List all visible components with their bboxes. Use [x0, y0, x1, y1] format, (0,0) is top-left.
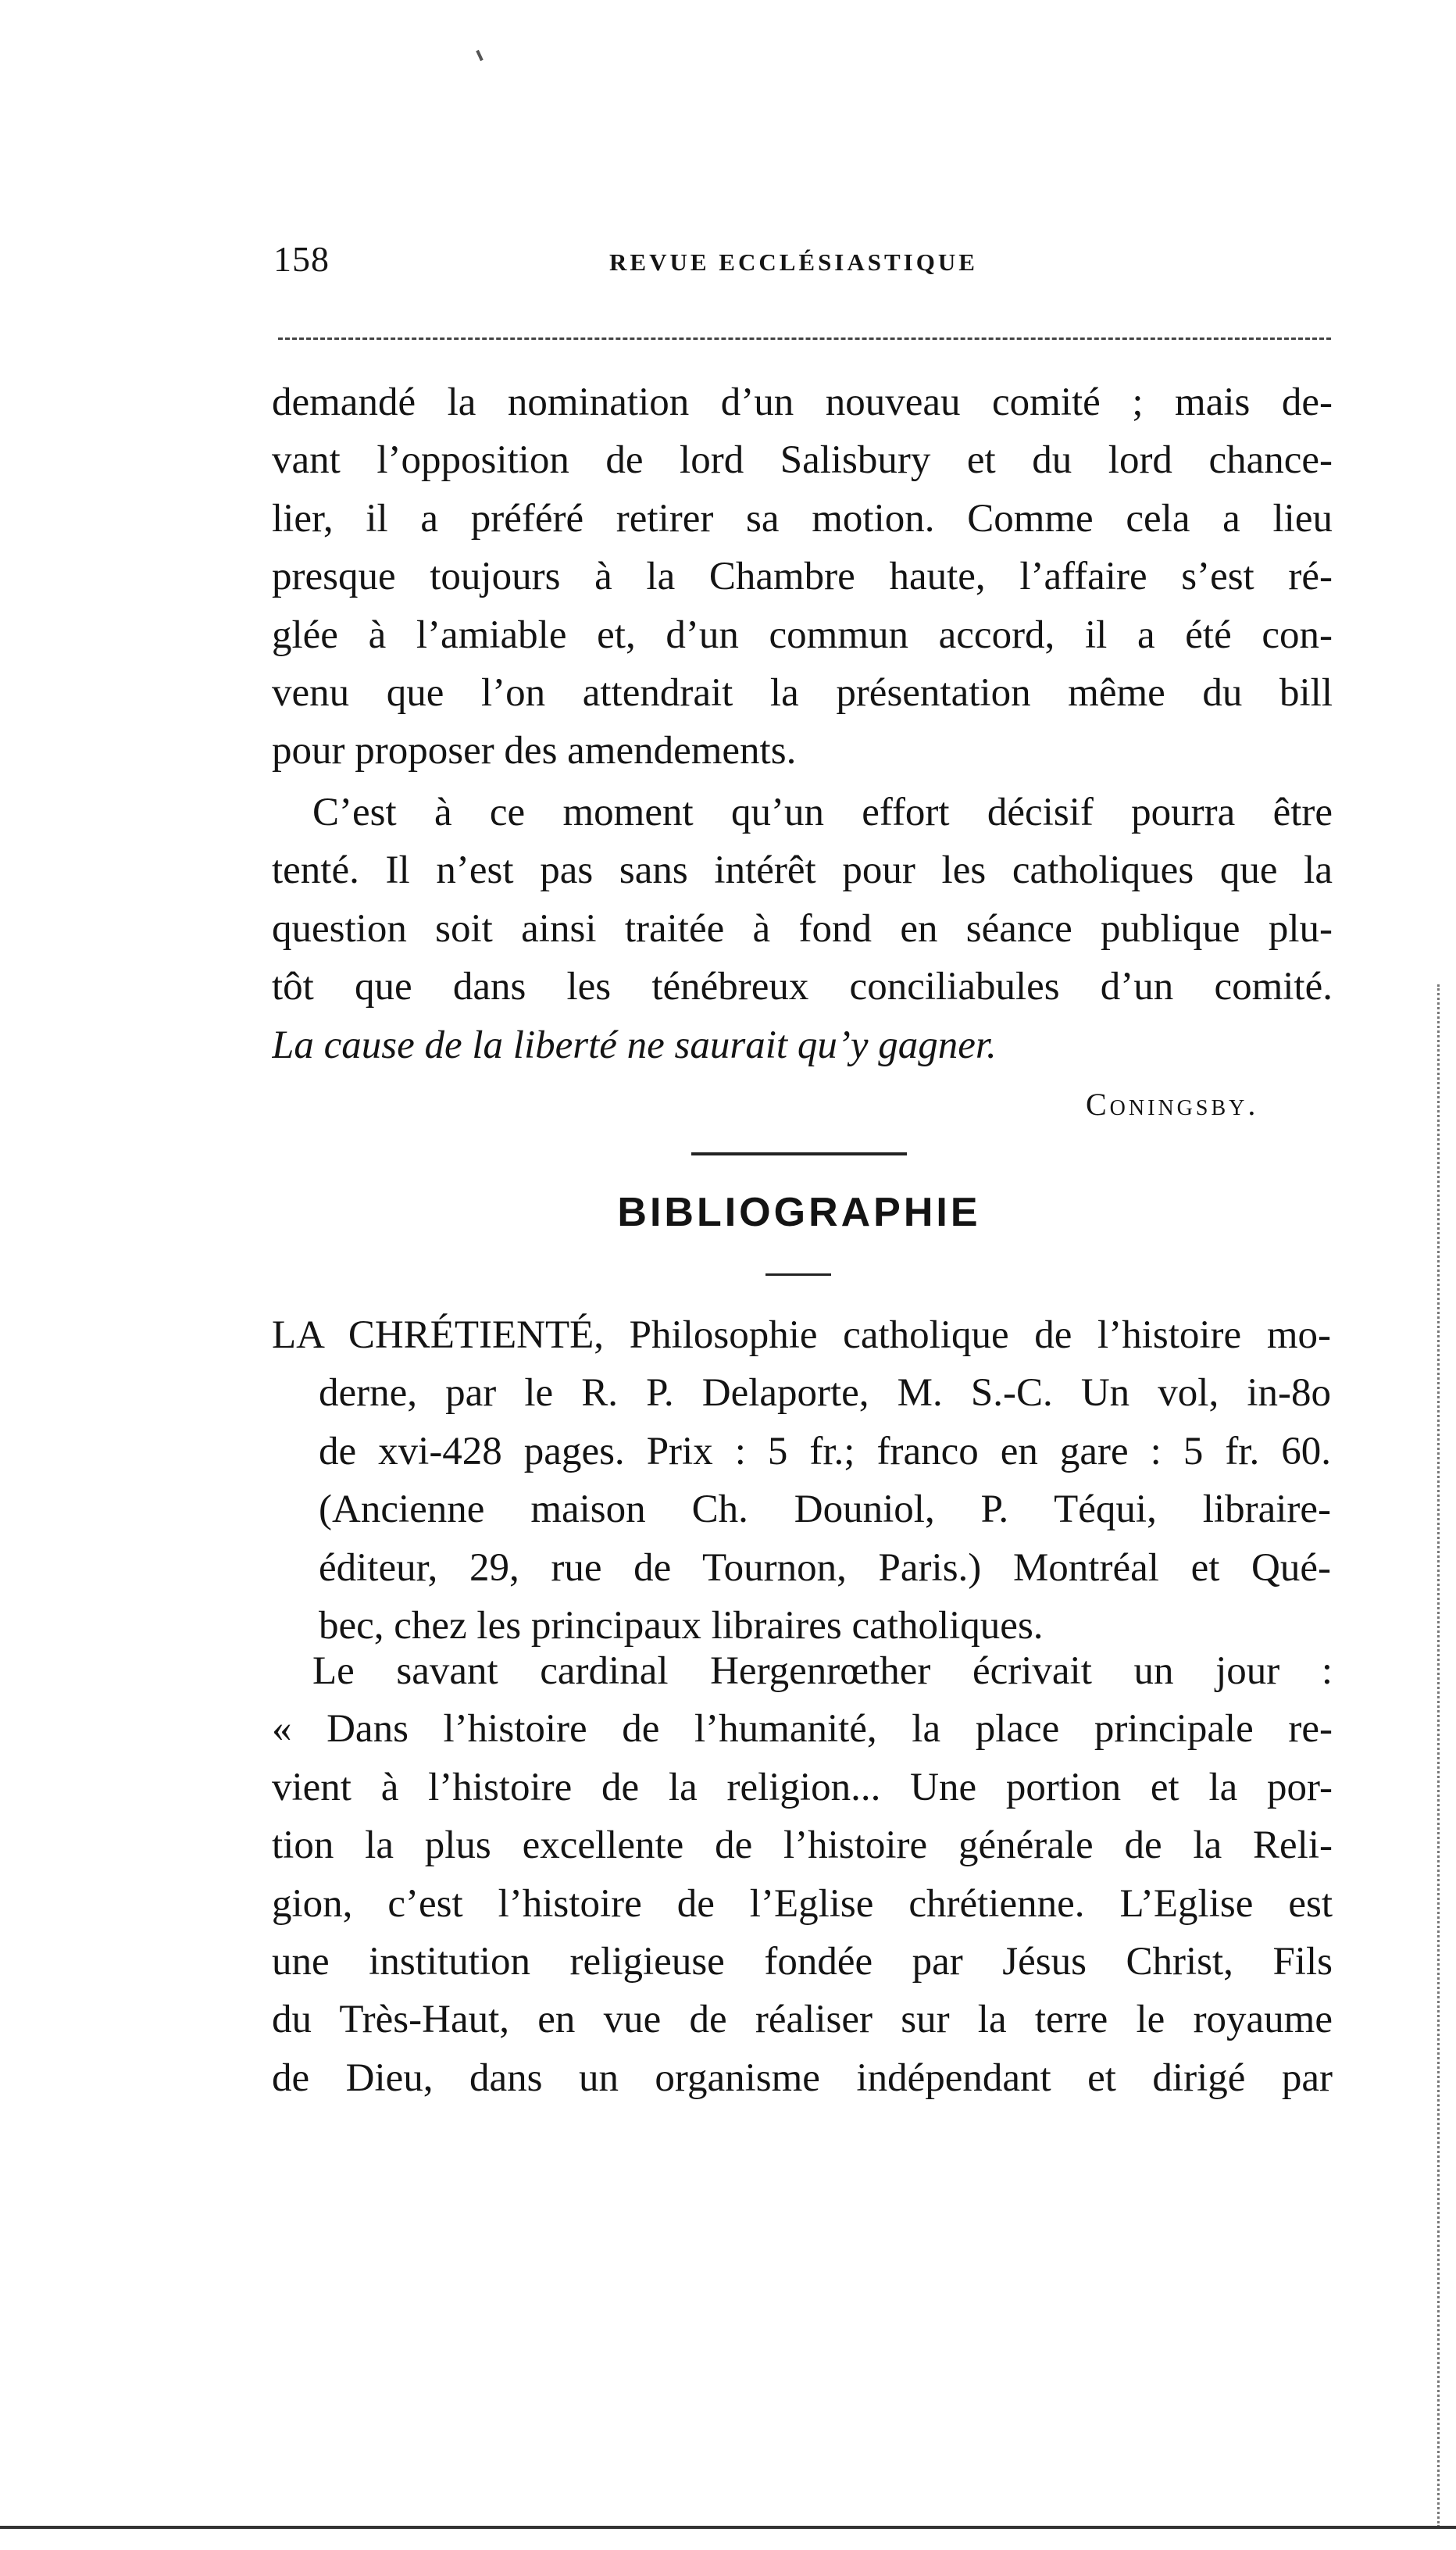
article-paragraph-1 — [272, 373, 1333, 780]
text-line: derne, par le R. P. Delaporte, M. S.-C. Un vol, in-8o — [319, 1371, 1331, 1416]
text-line: demandé la nomination d’un nouveau comité ; mais de- — [272, 380, 1333, 424]
title-underline — [765, 1273, 831, 1276]
section-divider — [691, 1152, 907, 1155]
text-line: lier, il a préféré retirer sa motion. Comme cela a lieu — [272, 496, 1333, 541]
text-line: de xvi-428 pages. Prix : 5 fr.; franco en gare : 5 fr. 60. — [319, 1429, 1331, 1473]
article-paragraph-2 — [272, 784, 1333, 1074]
text-line: LA CHRÉTIENTÉ, Philosophie catholique de l’histoire mo- — [272, 1313, 1331, 1357]
text-line: bec, chez les principaux libraires catholiques. — [319, 1603, 1044, 1648]
text-line: glée à l’amiable et, d’un commun accord, il a été con- — [272, 612, 1333, 657]
text-line: vant l’opposition de lord Salisbury et du lord chance- — [272, 438, 1333, 483]
text-line: éditeur, 29, rue de Tournon, Paris.) Montréal et Qué- — [319, 1545, 1331, 1590]
text-line: question soit ainsi traitée à fond en séance publique plu- — [272, 906, 1333, 951]
text-line: vient à l’histoire de la religion... Une portion et la por- — [272, 1765, 1333, 1809]
text-line: Le savant cardinal Hergenrœther écrivait un jour : — [312, 1649, 1333, 1693]
binding-edge — [1437, 984, 1440, 2527]
text-line: du Très-Haut, en vue de réaliser sur la terre le royaume — [272, 1998, 1333, 2042]
text-line: La cause de la liberté ne saurait qu’y gagner. — [272, 1023, 997, 1067]
text-line: une institution religieuse fondée par Jésus Christ, Fils — [272, 1939, 1333, 1984]
text-line: tion la plus excellente de l’histoire générale de la Reli- — [272, 1823, 1333, 1868]
text-line: presque toujours à la Chambre haute, l’affaire s’est ré- — [272, 555, 1333, 599]
review-paragraph — [272, 1642, 1333, 2107]
text-line: tenté. Il n’est pas sans intérêt pour les catholiques que la — [272, 848, 1333, 893]
text-line: « Dans l’histoire de l’humanité, la place principale re- — [272, 1707, 1333, 1752]
text-line: pour proposer des amendements. — [272, 729, 797, 773]
header-rule — [278, 338, 1331, 340]
text-line: gion, c’est l’histoire de l’Eglise chrétienne. L’Eglise est — [272, 1881, 1333, 1926]
text-line: C’est à ce moment qu’un effort décisif pourra être — [312, 791, 1333, 834]
running-head: REVUE ECCLÉSIASTIQUE — [609, 248, 978, 276]
section-title: BIBLIOGRAPHIE — [617, 1190, 981, 1235]
bibliography-entry — [272, 1306, 1331, 1655]
page-number: 158 — [273, 239, 330, 279]
text-line: tôt que dans les ténébreux conciliabules d’un comité. — [272, 965, 1333, 1009]
text-line: (Ancienne maison Ch. Douniol, P. Téqui, libraire- — [319, 1488, 1331, 1532]
text-line: de Dieu, dans un organisme indépendant et dirigé par — [272, 2055, 1333, 2100]
text-line: venu que l’on attendrait la présentation même du bill — [272, 670, 1333, 715]
page-bottom-edge — [0, 2526, 1456, 2529]
scan-speck — [476, 50, 484, 61]
author-signature: Coningsby. — [1086, 1087, 1259, 1122]
